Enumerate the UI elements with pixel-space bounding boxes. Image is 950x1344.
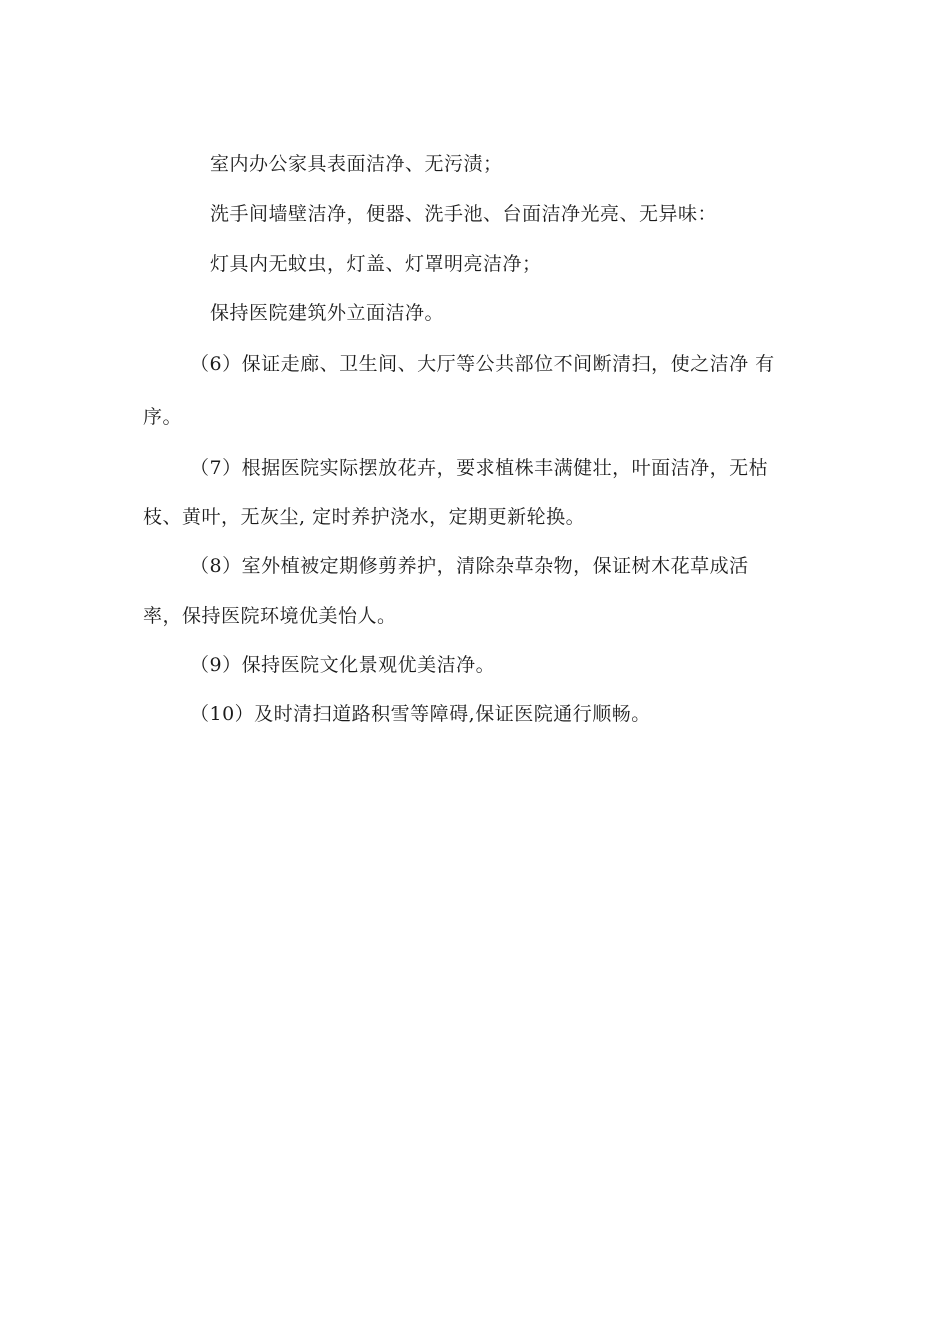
text-line: （8）室外植被定期修剪养护，清除杂草杂物，保证树木花草成活 [190, 555, 749, 577]
text-line: （7）根据医院实际摆放花卉，要求植株丰满健壮，叶面洁净，无枯 [190, 457, 769, 479]
text-line: （9）保持医院文化景观优美洁净。 [190, 654, 496, 676]
text-line: 率，保持医院环境优美怡人。 [143, 605, 397, 627]
text-line: 序。 [143, 406, 183, 428]
text-line: 室内办公家具表面洁净、无污渍； [210, 153, 503, 175]
text-line: （6）保证走廊、卫生间、大厅等公共部位不间断清扫，使之洁净 有 [190, 353, 775, 375]
text-line: （10）及时清扫道路积雪等障碍,保证医院通行顺畅。 [190, 703, 651, 725]
text-line: 枝、黄叶，无灰尘, 定时养护浇水，定期更新轮换。 [143, 506, 586, 528]
text-line: 洗手间墙壁洁净，便器、洗手池、台面洁净光亮、无异味： [210, 203, 718, 225]
text-line: 保持医院建筑外立面洁净。 [210, 302, 445, 324]
text-line: 灯具内无蚊虫，灯盖、灯罩明亮洁净； [210, 253, 542, 275]
